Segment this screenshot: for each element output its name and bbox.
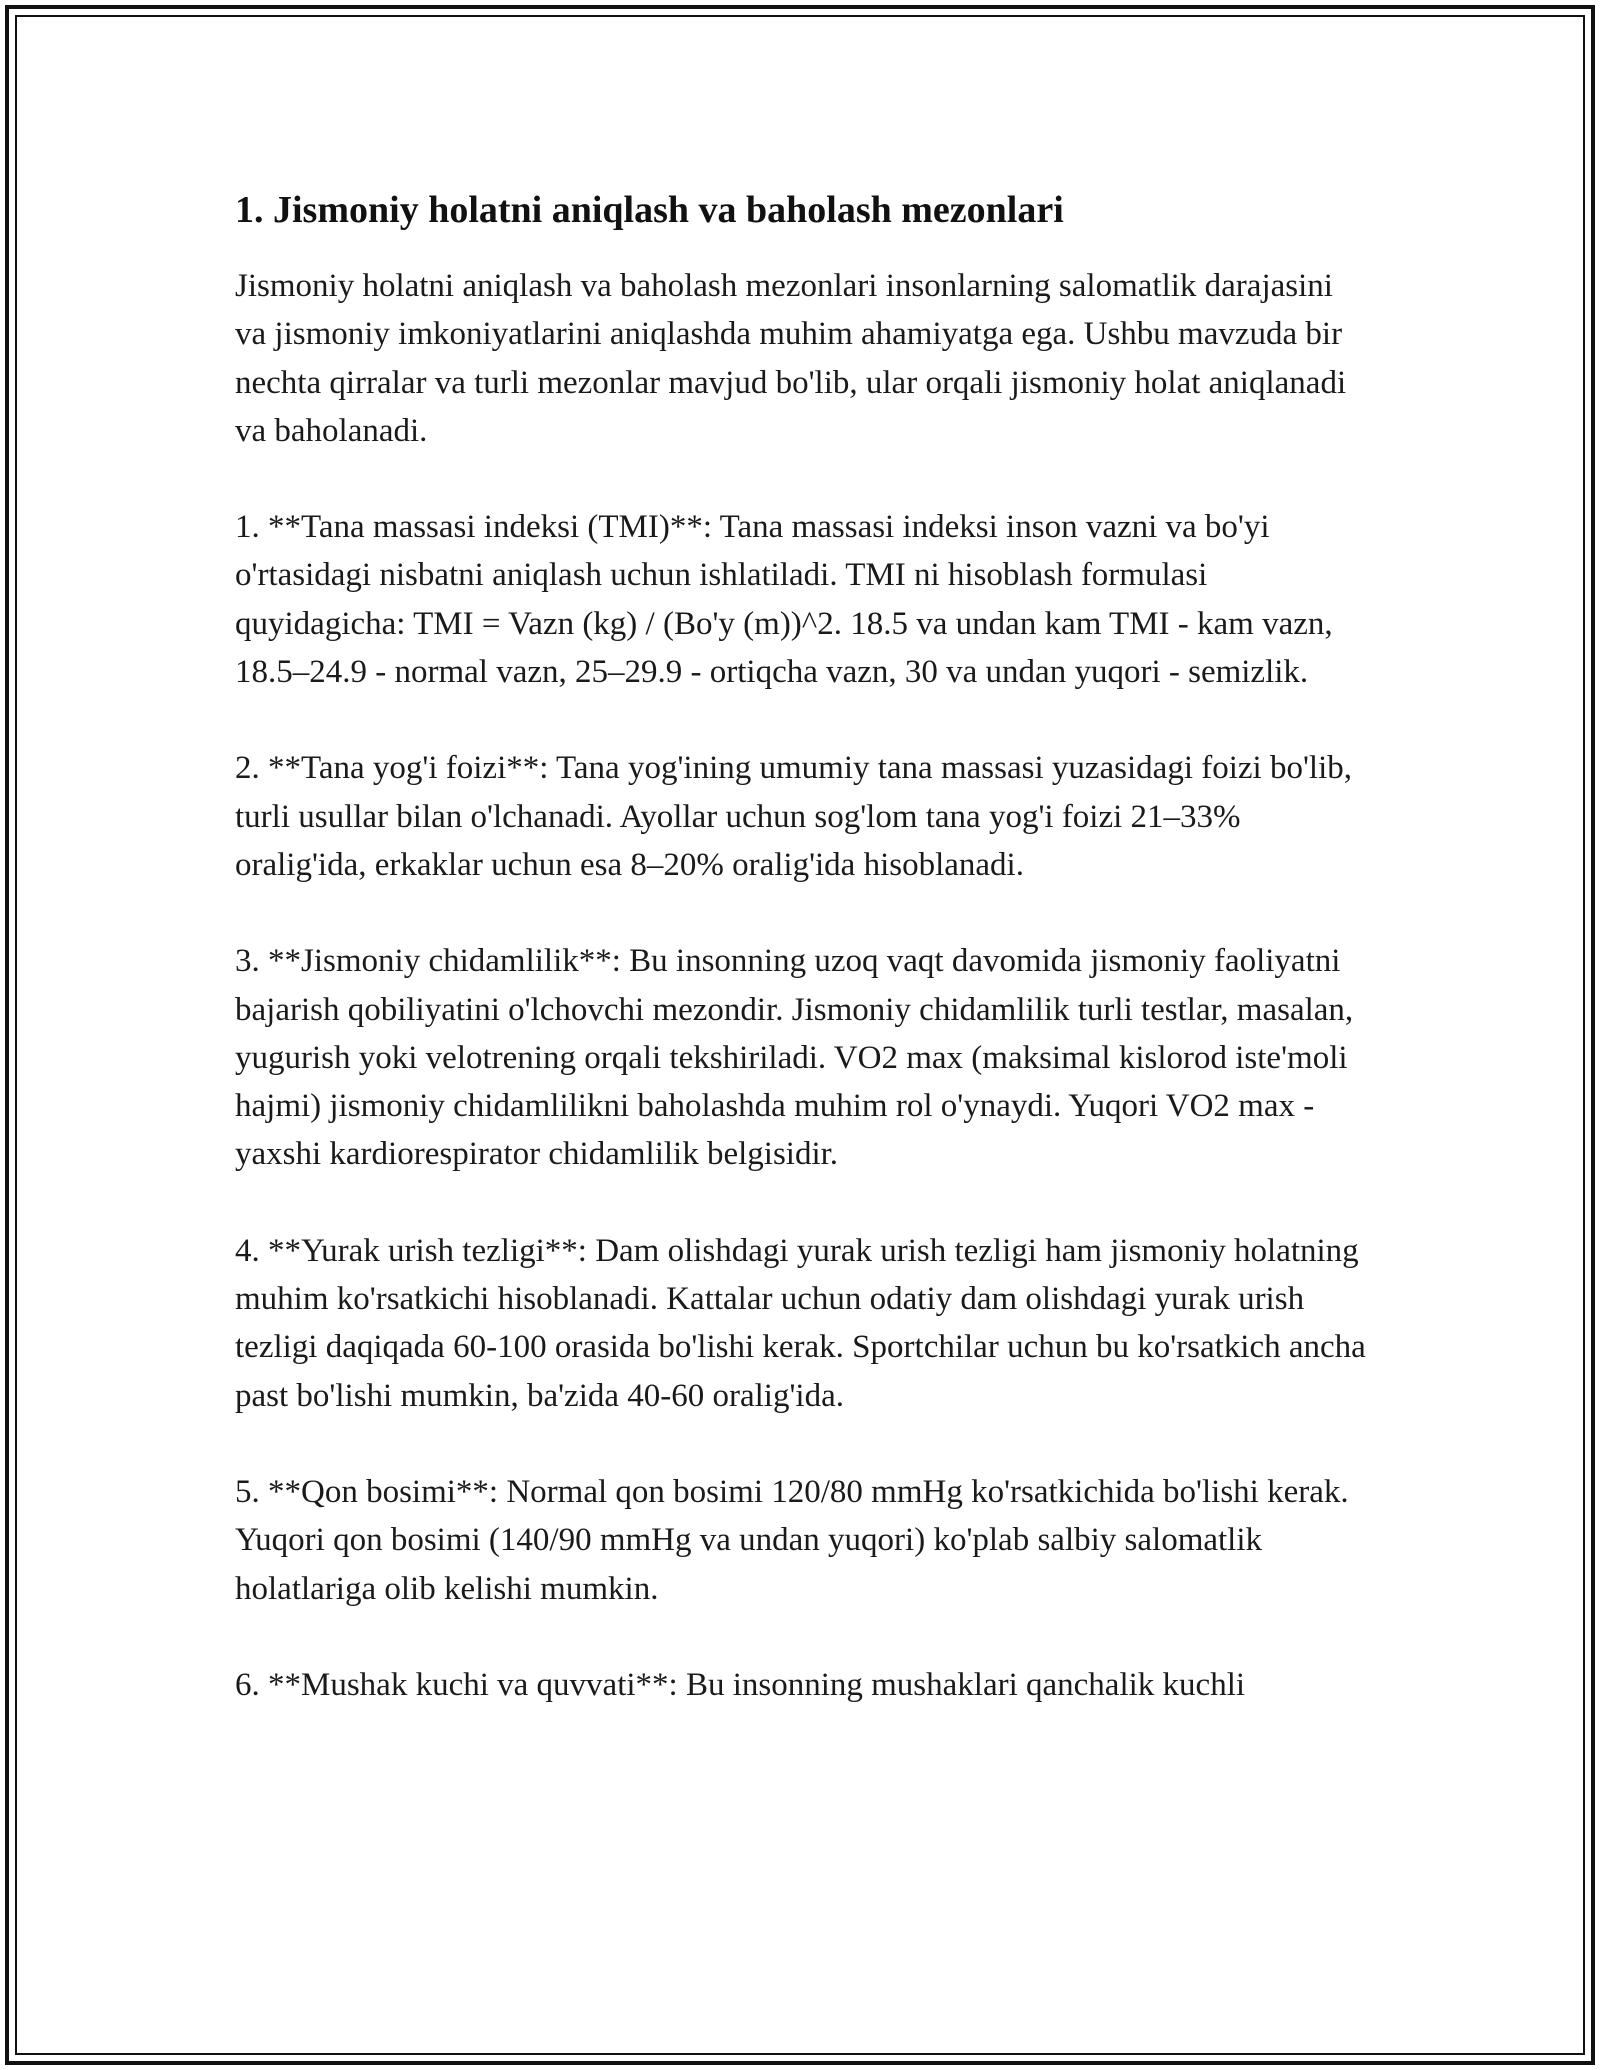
document-title: 1. Jismoniy holatni aniqlash va baholash mezonlari (235, 189, 1064, 231)
paragraph-heart-rate: 4. **Yurak urish tezligi**: Dam olishdagi yurak urish tezligi ham jismoniy holatning muhim ko'rsatkichi hisoblanadi. Kattalar uchun odatiy dam olishdagi yurak urish tezligi daqiqada 60-100 orasida bo'lishi kerak. Sportchilar uchun bu ko'rsatkich ancha past bo'lishi mumkin, ba'zida 40-60 oralig'ida. (235, 1232, 1366, 1414)
paragraph-endurance: 3. **Jismoniy chidamlilik**: Bu insonning uzoq vaqt davomida jismoniy faoliyatni bajarish qobiliyatini o'lchovchi mezondir. Jismoniy chidamlilik turli testlar, masalan, yugurish yoki velotrening orqali tekshiriladi. VO2 max (maksimal kislorod iste'moli hajmi) jismoniy chidamlilikni baholashda muhim rol o'ynaydi. Yuqori VO2 max - yaxshi kardiorespirator chidamlilik belgisidir. (235, 943, 1354, 1173)
paragraph-muscle-strength: 6. **Mushak kuchi va quvvati**: Bu insonning mushaklari qanchalik kuchli (235, 1666, 1246, 1703)
paragraph-body-fat: 2. **Tana yog'i foizi**: Tana yog'ining umumiy tana massasi yuzasidagi foizi bo'lib, turli usullar bilan o'lchanadi. Ayollar uchun sog'lom tana yog'i foizi 21–33% oralig'ida, erkaklar uchun esa 8–20% oralig'ida hisoblanadi. (235, 750, 1352, 883)
paragraph-blood-pressure: 5. **Qon bosimi**: Normal qon bosimi 120/80 mmHg ko'rsatkichida bo'lishi kerak. Yuqori qon bosimi (140/90 mmHg va undan yuqori) ko'plab salbiy salomatlik holatlariga olib kelishi mumkin. (235, 1473, 1349, 1607)
paragraph-bmi: 1. **Tana massasi indeksi (TMI)**: Tana massasi indeksi inson vazni va bo'yi o'rtasidagi nisbatni aniqlash uchun ishlatiladi. TMI ni hisoblash formulasi quyidagicha: TMI = Vazn (kg) / (Bo'y (m))^2. 18.5 va undan kam TMI - kam vazn, 18.5–24.9 - normal vazn, 25–29.9 - ortiqcha vazn, 30 va undan yuqori - semizlik. (235, 509, 1333, 691)
paragraph-intro: Jismoniy holatni aniqlash va baholash mezonlari insonlarning salomatlik darajasini va jismoniy imkoniyatlarini aniqlashda muhim ahamiyatga ega. Ushbu mavzuda bir nechta qirralar va turli mezonlar mavjud bo'lib, ular orqali jismoniy holat aniqlanadi va baholanadi. (235, 268, 1347, 449)
document-body (235, 186, 1370, 1757)
